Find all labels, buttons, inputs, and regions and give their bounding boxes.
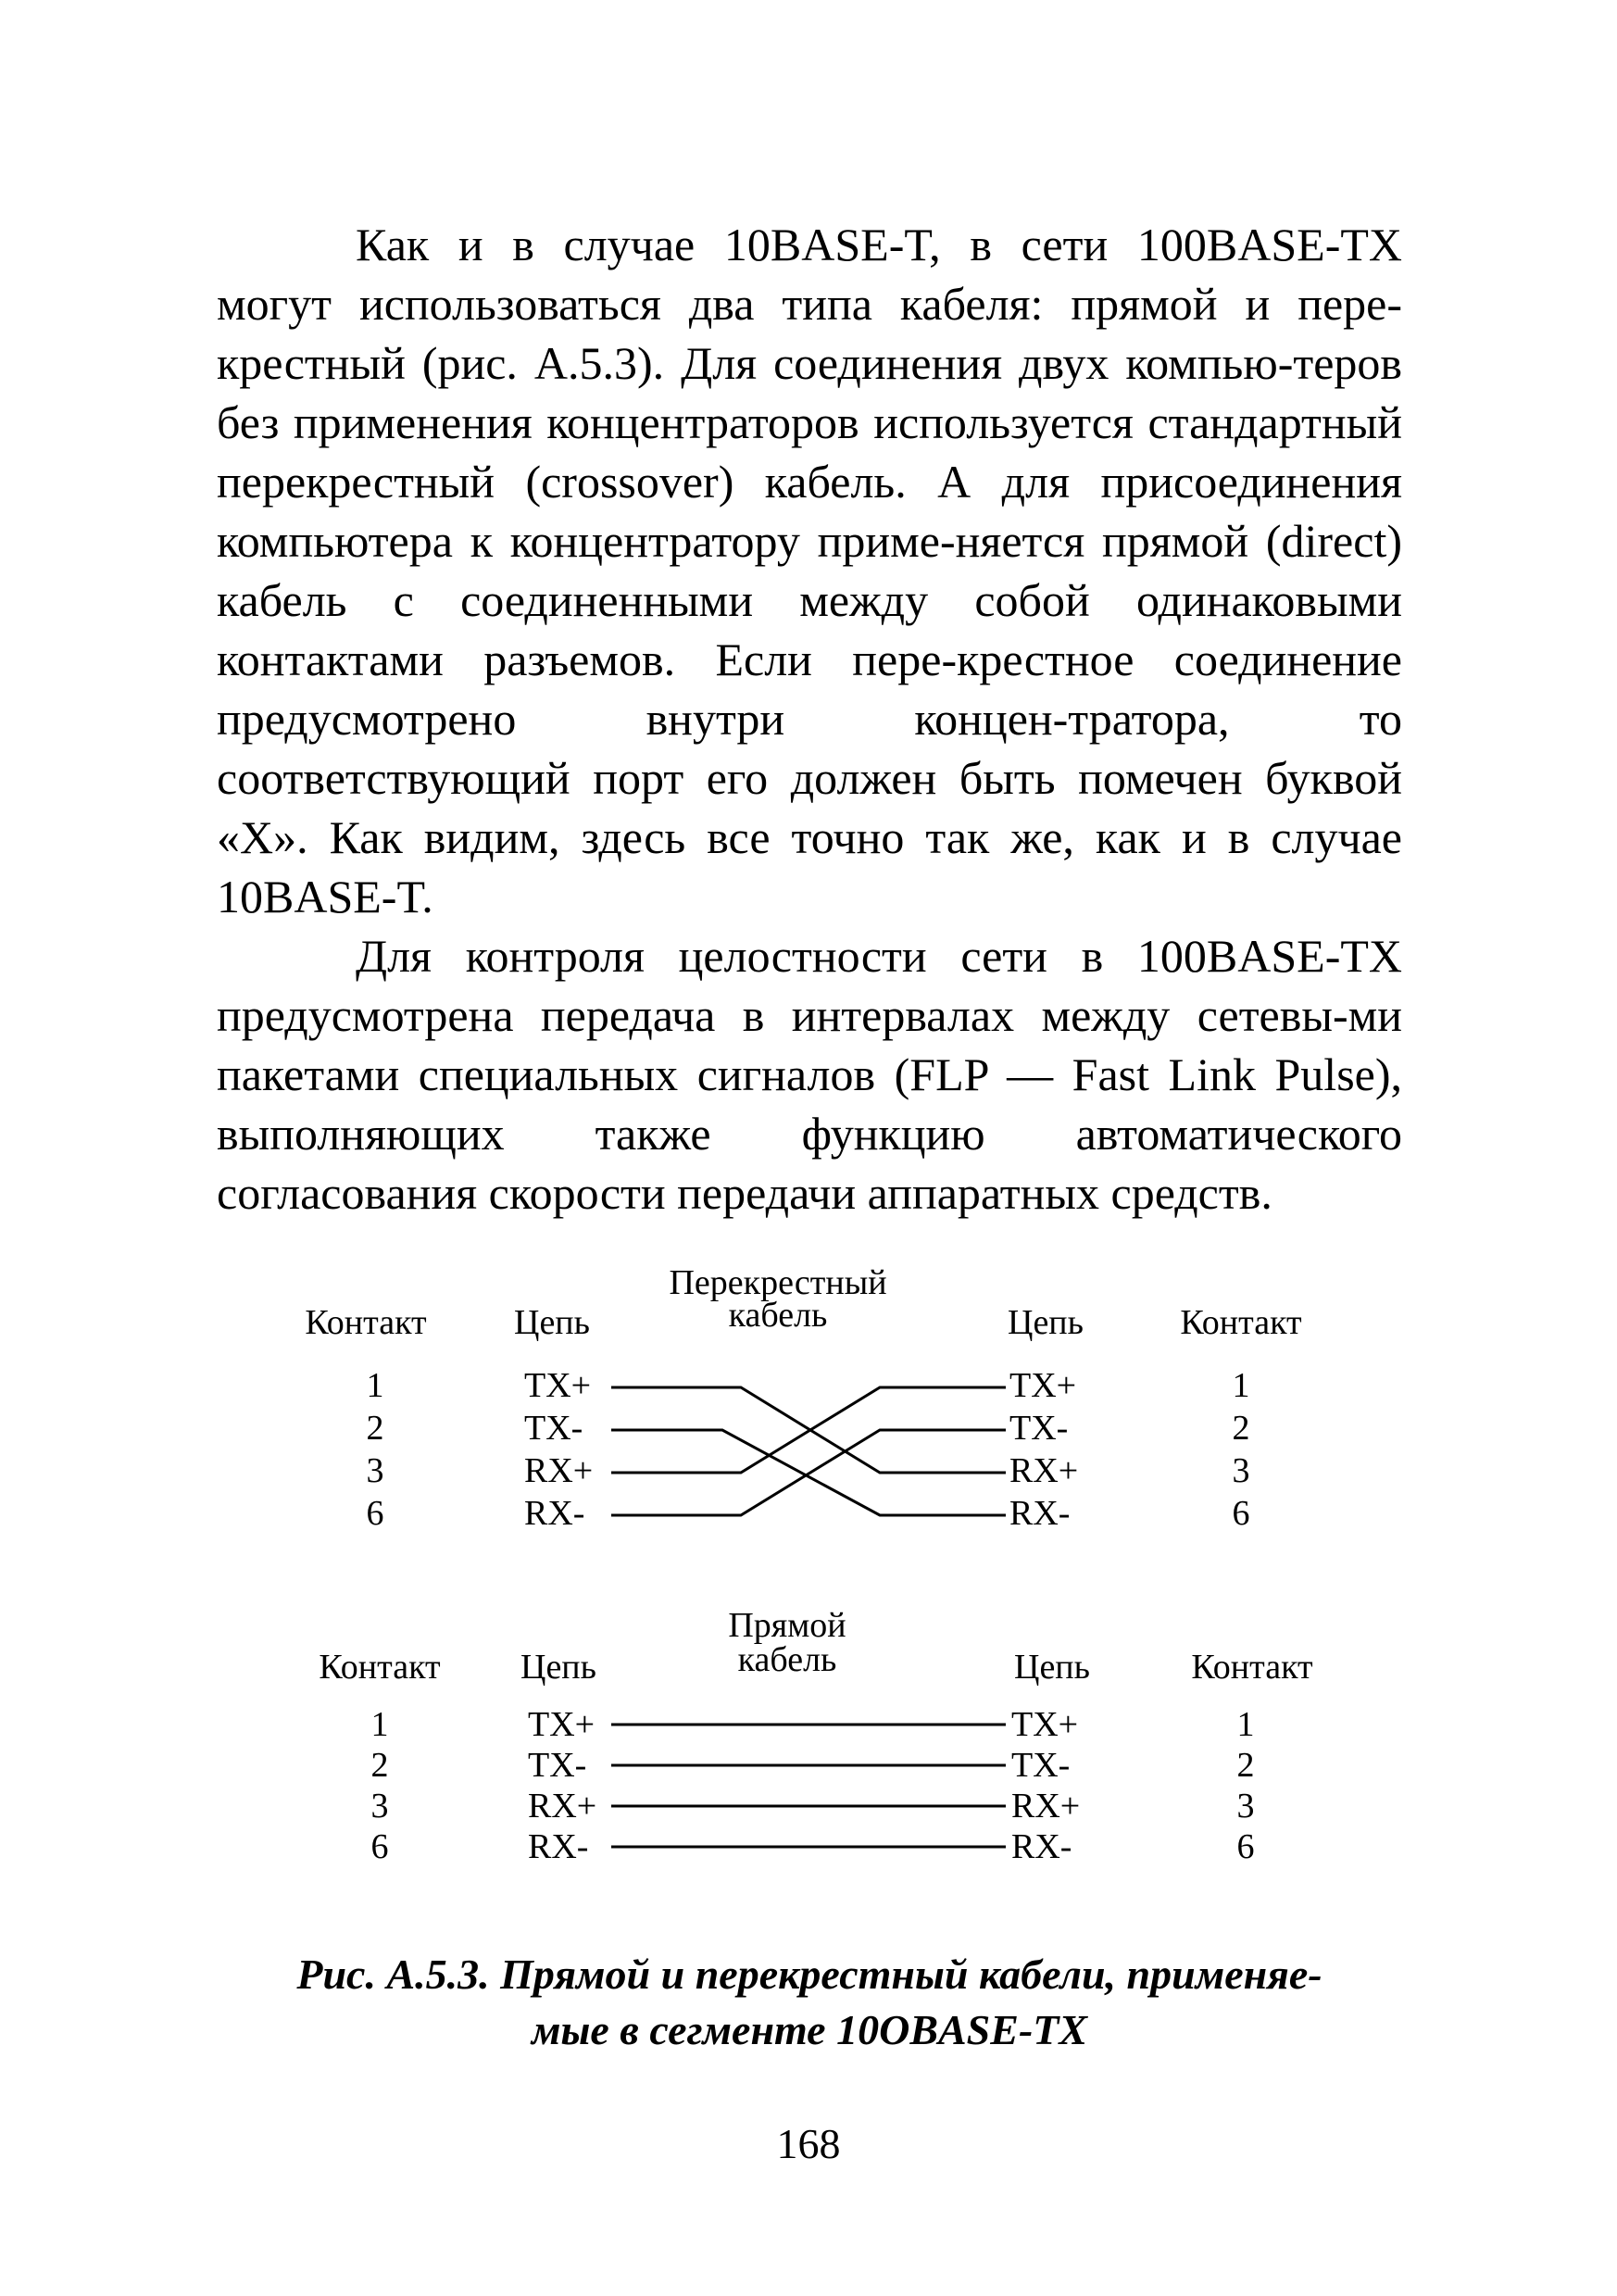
straight-contact-right-2: 2 <box>1236 1746 1255 1785</box>
straight-circuit-left-rx-plus: RX+ <box>528 1787 597 1826</box>
crossover-circuit-left-tx-plus: TX+ <box>524 1366 592 1405</box>
caption-line-2: мые в сегменте 10OBASE-TX <box>531 2006 1088 2053</box>
crossover-contact-left-3: 3 <box>366 1451 384 1490</box>
crossover-circuit-right-rx-plus: RX+ <box>1009 1451 1079 1490</box>
straight-circuit-right-rx-plus: RX+ <box>1011 1787 1081 1826</box>
crossover-contact-right-3: 3 <box>1232 1451 1250 1490</box>
straight-header-circuit-left: Цепь <box>520 1648 596 1687</box>
crossover-contact-right-1: 1 <box>1232 1366 1250 1405</box>
straight-header-contact-right: Контакт <box>1191 1648 1313 1687</box>
straight-circuit-right-rx-minus: RX- <box>1011 1827 1072 1866</box>
figure-caption <box>217 1947 1402 2058</box>
crossover-title-line1: Перекрестный <box>669 1263 887 1302</box>
straight-contact-right-6: 6 <box>1236 1827 1255 1866</box>
straight-header-contact-left: Контакт <box>319 1648 441 1687</box>
crossover-circuit-right-tx-minus: TX- <box>1009 1409 1069 1448</box>
crossover-header-contact-right: Контакт <box>1180 1303 1302 1342</box>
straight-contact-right-1: 1 <box>1236 1705 1255 1744</box>
crossover-contact-right-6: 6 <box>1232 1494 1250 1533</box>
crossover-contact-left-1: 1 <box>366 1366 384 1405</box>
straight-contact-left-2: 2 <box>370 1746 389 1785</box>
straight-title-line1: Прямой <box>728 1606 846 1645</box>
caption-line-1: Рис. А.5.3. Прямой и перекрестный кабели, применяе- <box>296 1951 1322 1998</box>
straight-circuit-left-rx-minus: RX- <box>528 1827 589 1866</box>
crossover-contact-left-6: 6 <box>366 1494 384 1533</box>
crossover-circuit-right-tx-plus: TX+ <box>1009 1366 1077 1405</box>
paragraph-2: Для контроля целостности сети в 100BASE-TX предусмотрена передача в интервалах между сетевы-ми пакетами специальных сигналов (FLP — Fast Link Pulse), выполняющих также функцию автоматического согласования скорости передачи аппаратных средств. <box>217 930 1402 1219</box>
straight-contact-left-3: 3 <box>370 1787 389 1826</box>
crossover-header-contact-left: Контакт <box>305 1303 427 1342</box>
crossover-circuit-left-rx-plus: RX+ <box>524 1451 594 1490</box>
straight-header-circuit-right: Цепь <box>1014 1648 1090 1687</box>
crossover-circuit-left-rx-minus: RX- <box>524 1494 585 1533</box>
straight-contact-right-3: 3 <box>1236 1787 1255 1826</box>
straight-circuit-left-tx-minus: TX- <box>528 1746 587 1785</box>
crossover-circuit-left-tx-minus: TX- <box>524 1409 583 1448</box>
body-text <box>217 215 1402 1223</box>
crossover-header-circuit-left: Цепь <box>514 1303 590 1342</box>
page-number: 168 <box>776 2120 841 2167</box>
paragraph-1: Как и в случае 10BASE-T, в сети 100BASE-TX могут использоваться два типа кабеля: прямой и пере-крестный (рис. А.5.3). Для соединения двух компью-теров без применения концентраторов используется стандартный перекрестный (crossover) кабель. А для присоединения компьютера к концентратору приме-няется прямой (direct) кабель с соединенными между собой одинаковыми контактами разъемов. Если пере-крестное соединение предусмотрено внутри концен-тратора, то соответствующий порт его должен быть помечен буквой «X». Как видим, здесь все точно так же, как и в случае 10BASE-T. <box>217 219 1402 922</box>
straight-circuit-left-tx-plus: TX+ <box>528 1705 595 1744</box>
straight-contact-left-1: 1 <box>370 1705 389 1744</box>
crossover-header-circuit-right: Цепь <box>1008 1303 1084 1342</box>
straight-title-line2: кабель <box>737 1640 837 1679</box>
straight-circuit-right-tx-minus: TX- <box>1011 1746 1071 1785</box>
crossover-contact-right-2: 2 <box>1232 1409 1250 1448</box>
crossover-contact-left-2: 2 <box>366 1409 384 1448</box>
straight-contact-left-6: 6 <box>370 1827 389 1866</box>
crossover-circuit-right-rx-minus: RX- <box>1009 1494 1071 1533</box>
crossover-title-line2: кабель <box>728 1296 828 1335</box>
wiring-lines <box>0 1241 1617 1889</box>
cable-wiring-figure <box>0 1241 1617 1889</box>
straight-circuit-right-tx-plus: TX+ <box>1011 1705 1079 1744</box>
